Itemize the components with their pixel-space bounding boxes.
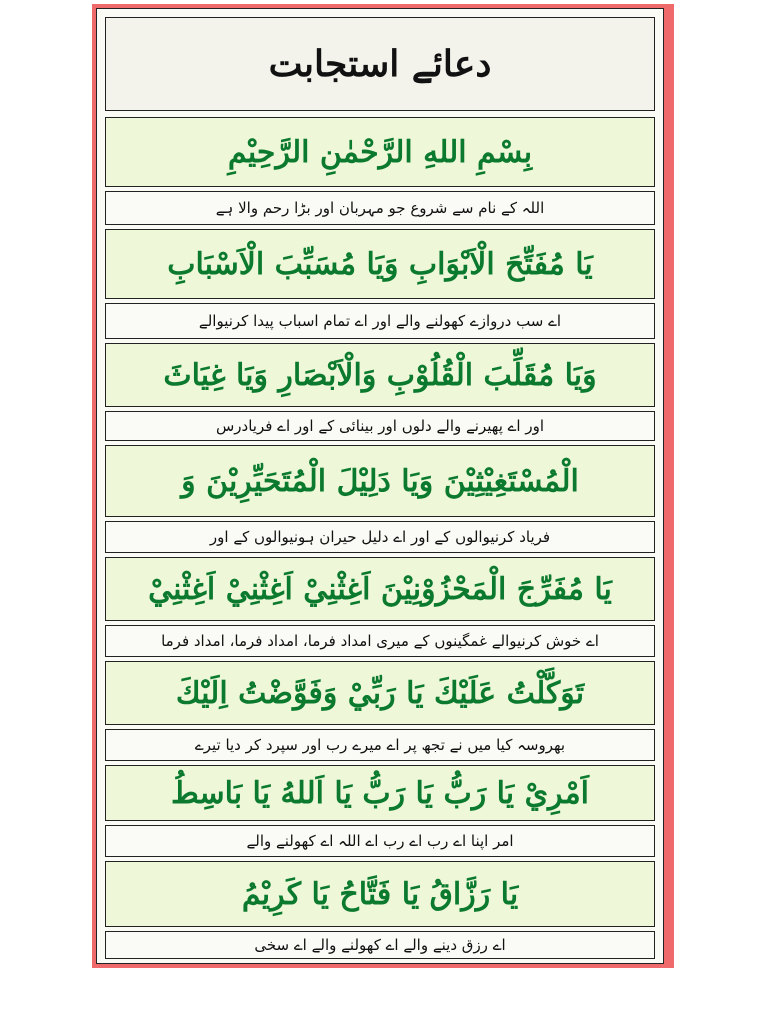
arabic-line-6: تَوَكَّلْتُ عَلَيْكَ يَا رَبِّيْ وَفَوَّضْتُ اِلَيْكَ [105,661,655,725]
urdu-translation-6: بھروسہ کیا میں نے تجھ پر اے میرے رب اور سپرد کر دیا تیرے [105,729,655,761]
urdu-translation-4: فریاد کرنیوالوں کے اور اے دلیل حیران ہونیوالوں کے اور [105,521,655,553]
arabic-line-5: يَا مُفَرِّجَ الْمَحْزُوْنِيْنَ اَغِثْنِيْ اَغِثْنِيْ اَغِثْنِيْ [105,557,655,621]
arabic-line-4: الْمُسْتَغِيْثِيْنَ وَيَا دَلِيْلَ الْمُتَحَيِّرِيْنَ وَ [105,445,655,517]
prayer-sheet [96,8,664,964]
urdu-translation-7: امر اپنا اے رب اے رب اے اللہ اے کھولنے والے [105,825,655,857]
arabic-line-1: بِسْمِ اللهِ الرَّحْمٰنِ الرَّحِيْمِ [105,117,655,187]
urdu-translation-3: اور اے پھیرنے والے دلوں اور بینائی کے اور اے فریادرس [105,411,655,441]
arabic-line-7: اَمْرِيْ يَا رَبُّ يَا رَبُّ يَا اَللهُ يَا بَاسِطُ [105,765,655,821]
arabic-line-8: يَا رَزَّاقُ يَا فَتَّاحُ يَا كَرِيْمُ [105,861,655,927]
urdu-translation-8: اے رزق دینے والے اے کھولنے والے اے سخی [105,931,655,959]
urdu-translation-2: اے سب دروازے کھولنے والے اور اے تمام اسباب پیدا کرنیوالے [105,303,655,339]
arabic-line-2: يَا مُفَتِّحَ الْاَبْوَابِ وَيَا مُسَبِّبَ الْاَسْبَابِ [105,229,655,299]
arabic-line-3: وَيَا مُقَلِّبَ الْقُلُوْبِ وَالْاَبْصَارِ وَيَا غِيَاثَ [105,343,655,407]
prayer-title: دعائے استجابت [105,17,655,111]
urdu-translation-1: اللہ کے نام سے شروع جو مہربان اور بڑا رحم والا ہے [105,191,655,225]
prayer-card [92,4,674,968]
urdu-translation-5: اے خوش کرنیوالے غمگینوں کے میری امداد فرما، امداد فرما، امداد فرما [105,625,655,657]
